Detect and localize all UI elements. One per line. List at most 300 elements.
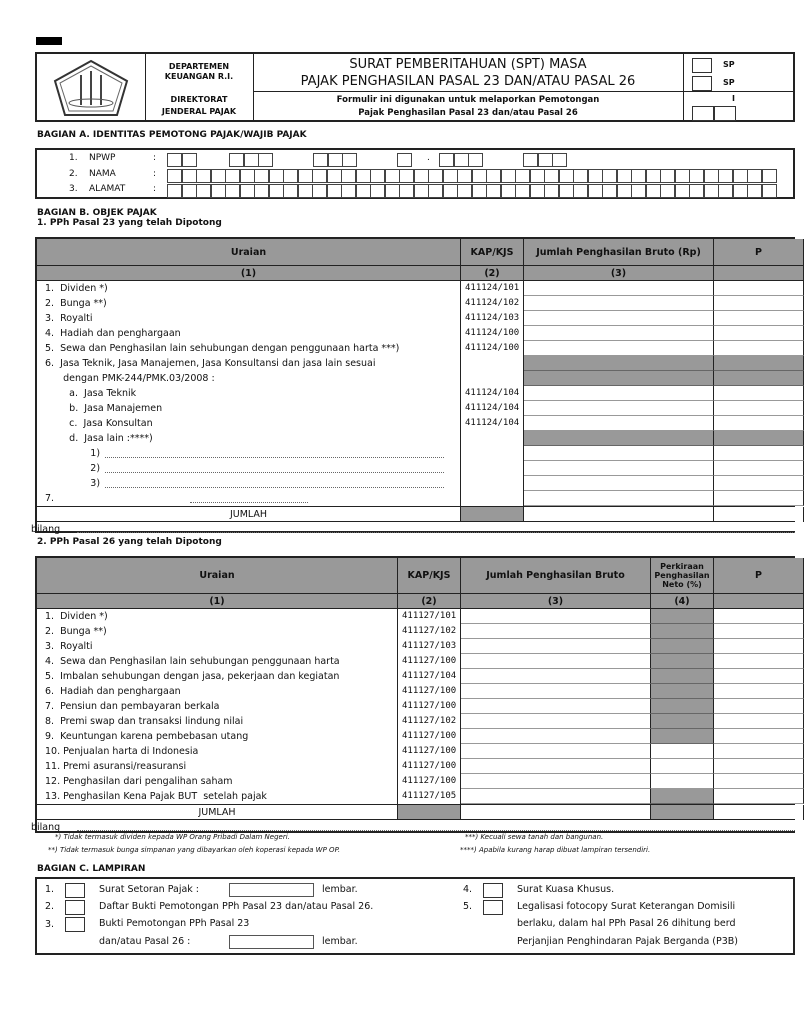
name-char-box[interactable]	[718, 169, 733, 183]
name-char-box[interactable]	[283, 169, 298, 183]
row-description: 4. Sewa dan Penghasilan lain sehubungan penggunaan harta	[37, 654, 398, 669]
att-3-label-2: dan/atau Pasal 26 :	[99, 936, 191, 947]
amount-input[interactable]	[714, 759, 804, 774]
row-description: 5. Sewa dan Penghasilan lain sehubungan dengan penggunaan harta ***)	[37, 341, 461, 356]
table-row	[37, 624, 795, 639]
att-5-label-2: berlaku, dalam hal PPh Pasal 26 dihitung berd	[517, 918, 736, 929]
name-char-box[interactable]	[269, 169, 284, 183]
disabled-cell	[651, 609, 714, 624]
address-char-box[interactable]	[283, 184, 298, 198]
table-row	[37, 416, 795, 431]
npwp-digit-box[interactable]	[328, 153, 343, 167]
column-number	[714, 594, 804, 609]
address-char-box[interactable]	[298, 184, 313, 198]
address-char-box[interactable]	[327, 184, 342, 198]
table-row	[37, 356, 795, 371]
amount-input[interactable]	[524, 446, 714, 461]
address-char-box[interactable]	[457, 184, 472, 198]
address-char-box[interactable]	[689, 184, 704, 198]
disabled-cell	[651, 684, 714, 699]
amount-input[interactable]	[714, 789, 804, 804]
address-char-box[interactable]	[544, 184, 559, 198]
amount-input[interactable]	[461, 609, 651, 624]
table-row	[37, 491, 795, 506]
npwp-digit-box[interactable]	[397, 153, 412, 167]
column-header: P	[714, 558, 804, 594]
disabled-cell	[651, 729, 714, 744]
att-3-no: 3.	[45, 919, 55, 930]
section-a-title: BAGIAN A. IDENTITAS PEMOTONG PAJAK/WAJIB PAJAK	[37, 130, 307, 140]
kap-code: 411127/102	[398, 714, 461, 729]
form-header	[35, 52, 795, 122]
address-char-box[interactable]	[515, 184, 530, 198]
field-label: ALAMAT	[89, 184, 126, 194]
kap-code: 411124/104	[461, 401, 524, 416]
table-row	[37, 371, 795, 386]
att-2-label: Daftar Bukti Pemotongan PPh Pasal 23 dan/atau Pasal 26.	[99, 901, 374, 912]
dept-line2: KEUANGAN R.I.	[164, 72, 234, 81]
kap-code: 411127/103	[398, 639, 461, 654]
address-char-box[interactable]	[428, 184, 443, 198]
footnote-2: **) Tidak termasuk bunga simpanan yang dibayarkan oleh koperasi kepada WP OP.	[48, 846, 341, 854]
amount-input[interactable]	[461, 624, 651, 639]
table-row	[37, 401, 795, 416]
amount-input[interactable]	[461, 654, 651, 669]
table-row	[37, 609, 795, 624]
address-char-box[interactable]	[718, 184, 733, 198]
total-label: JUMLAH	[37, 805, 398, 820]
name-char-box[interactable]	[443, 169, 458, 183]
att-4-label: Surat Kuasa Khusus.	[517, 884, 615, 895]
amount-in-words-row	[31, 521, 795, 537]
name-char-box[interactable]	[240, 169, 255, 183]
dir-line1: DIREKTORAT	[170, 95, 228, 104]
address-char-box[interactable]	[240, 184, 255, 198]
amount-input[interactable]	[714, 386, 804, 401]
amount-input[interactable]	[714, 699, 804, 714]
kap-code: 411124/103	[461, 311, 524, 326]
address-char-box[interactable]	[225, 184, 240, 198]
fill-in-line[interactable]	[105, 487, 444, 488]
name-char-box[interactable]	[298, 169, 313, 183]
amount-input[interactable]	[524, 281, 714, 296]
npwp-digit-box[interactable]	[468, 153, 483, 167]
column-header: KAP/KJS	[461, 239, 524, 266]
address-char-box[interactable]	[182, 184, 197, 198]
name-char-box[interactable]	[530, 169, 545, 183]
amount-input[interactable]	[714, 326, 804, 341]
kap-code	[461, 356, 524, 371]
amount-input[interactable]	[524, 491, 714, 506]
kap-code: 411127/100	[398, 759, 461, 774]
npwp-digit-box[interactable]	[538, 153, 553, 167]
column-header: Jumlah Penghasilan Bruto	[461, 558, 651, 594]
row-description: 5. Imbalan sehubungan dengan jasa, pekerjaan dan kegiatan	[37, 669, 398, 684]
period-label: I	[732, 94, 735, 103]
npwp-digit-box[interactable]	[342, 153, 357, 167]
kap-code: 411127/100	[398, 744, 461, 759]
att-1-count-input[interactable]	[229, 883, 314, 897]
amount-input[interactable]	[461, 774, 651, 789]
spt-checkbox-1[interactable]	[692, 58, 712, 73]
amount-in-words-input[interactable]	[77, 532, 795, 533]
table-row	[37, 326, 795, 341]
address-char-box[interactable]	[573, 184, 588, 198]
att-2-checkbox[interactable]	[65, 900, 85, 915]
column-number: (3)	[524, 266, 714, 281]
table-row	[37, 789, 795, 804]
kap-code	[461, 371, 524, 386]
amount-input[interactable]	[461, 759, 651, 774]
amount-input[interactable]	[524, 341, 714, 356]
field-colon: :	[153, 153, 157, 163]
name-char-box[interactable]	[675, 169, 690, 183]
row-description: 1. Dividen *)	[37, 281, 461, 296]
npwp-digit-box[interactable]	[454, 153, 469, 167]
amount-input[interactable]	[714, 729, 804, 744]
amount-input[interactable]	[714, 774, 804, 789]
att-3-unit: lembar.	[322, 936, 358, 947]
name-char-box[interactable]	[646, 169, 661, 183]
address-char-box[interactable]	[675, 184, 690, 198]
kap-code: 411127/104	[398, 669, 461, 684]
address-char-box[interactable]	[588, 184, 603, 198]
kap-code: 411127/101	[398, 609, 461, 624]
amount-input[interactable]	[461, 744, 651, 759]
name-char-box[interactable]	[515, 169, 530, 183]
name-char-box[interactable]	[704, 169, 719, 183]
amount-input[interactable]	[714, 684, 804, 699]
name-char-box[interactable]	[486, 169, 501, 183]
amount-input[interactable]	[524, 476, 714, 491]
kap-code: 411127/102	[398, 624, 461, 639]
amount-input[interactable]	[714, 654, 804, 669]
disabled-cell	[714, 356, 804, 371]
section-c-title: BAGIAN C. LAMPIRAN	[37, 864, 146, 874]
disabled-cell	[524, 371, 714, 386]
amount-input[interactable]	[714, 341, 804, 356]
column-number: (1)	[37, 266, 461, 281]
npwp-digit-box[interactable]	[182, 153, 197, 167]
name-char-box[interactable]	[747, 169, 762, 183]
address-char-box[interactable]	[167, 184, 182, 198]
total-amount-input[interactable]	[524, 507, 714, 522]
address-char-box[interactable]	[472, 184, 487, 198]
column-number: (1)	[37, 594, 398, 609]
footnote-4: ****) Apabila kurang harap dibuat lampiran tersendiri.	[460, 846, 651, 854]
amount-input[interactable]	[714, 296, 804, 311]
row-description: 4. Hadiah dan penghargaan	[37, 326, 461, 341]
att-4-checkbox[interactable]	[483, 883, 503, 898]
disabled-cell	[651, 699, 714, 714]
row-description: 2. Bunga **)	[37, 624, 398, 639]
amount-input[interactable]	[714, 669, 804, 684]
name-char-box[interactable]	[762, 169, 777, 183]
row-description: 6. Jasa Teknik, Jasa Manajemen, Jasa Konsultansi dan jasa lain sesuai	[37, 356, 461, 371]
table-row	[37, 446, 795, 461]
name-char-box[interactable]	[660, 169, 675, 183]
npwp-digit-box[interactable]	[244, 153, 259, 167]
name-char-box[interactable]	[733, 169, 748, 183]
address-char-box[interactable]	[254, 184, 269, 198]
att-1-checkbox[interactable]	[65, 883, 85, 898]
amount-input[interactable]	[714, 281, 804, 296]
npwp-digit-box[interactable]	[439, 153, 454, 167]
table-row	[37, 281, 795, 296]
column-number: (4)	[651, 594, 714, 609]
npwp-digit-box[interactable]	[229, 153, 244, 167]
kap-code: 411124/104	[461, 416, 524, 431]
column-header: P	[714, 239, 804, 266]
name-char-box[interactable]	[254, 169, 269, 183]
row-description: 9. Keuntungan karena pembebasan utang	[37, 729, 398, 744]
total-amount-input[interactable]	[714, 805, 804, 820]
name-char-box[interactable]	[211, 169, 226, 183]
amount-input[interactable]	[461, 639, 651, 654]
row-description: 3)	[37, 476, 461, 491]
kap-code: 411127/100	[398, 729, 461, 744]
amount-input[interactable]	[461, 729, 651, 744]
att-1-no: 1.	[45, 884, 55, 895]
field-number: 1.	[69, 153, 78, 163]
table-row	[37, 729, 795, 744]
row-description: 2)	[37, 461, 461, 476]
black-marker	[36, 37, 62, 45]
name-char-box[interactable]	[225, 169, 240, 183]
table-row	[37, 714, 795, 729]
address-char-box[interactable]	[660, 184, 675, 198]
address-char-box[interactable]	[312, 184, 327, 198]
disabled-cell	[651, 639, 714, 654]
form-title: SURAT PEMBERITAHUAN (SPT) MASA	[349, 57, 587, 72]
row-description: a. Jasa Teknik	[37, 386, 461, 401]
amount-input[interactable]	[714, 461, 804, 476]
name-char-box[interactable]	[414, 169, 429, 183]
att-1-label: Surat Setoran Pajak :	[99, 884, 200, 895]
row-description: 11. Premi asuransi/reasuransi	[37, 759, 398, 774]
table-row	[37, 669, 795, 684]
amount-input[interactable]	[524, 311, 714, 326]
att-5-label-3: Perjanjian Penghindaran Pajak Berganda (P3B)	[517, 936, 739, 947]
name-char-box[interactable]	[602, 169, 617, 183]
identity-box	[35, 148, 795, 199]
column-header: KAP/KJS	[398, 558, 461, 594]
spt-checkbox-2[interactable]	[692, 76, 712, 91]
fill-in-line[interactable]	[105, 457, 444, 458]
amount-input[interactable]	[461, 789, 651, 804]
name-char-box[interactable]	[617, 169, 632, 183]
amount-input[interactable]	[461, 714, 651, 729]
npwp-digit-box[interactable]	[167, 153, 182, 167]
disabled-cell	[651, 714, 714, 729]
form-subtitle: Formulir ini digunakan untuk melaporkan Pemotongan	[336, 95, 600, 105]
column-number: (2)	[461, 266, 524, 281]
address-char-box[interactable]	[341, 184, 356, 198]
address-char-box[interactable]	[211, 184, 226, 198]
npwp-digit-box[interactable]	[552, 153, 567, 167]
address-char-box[interactable]	[762, 184, 777, 198]
amount-input[interactable]	[651, 744, 714, 759]
address-char-box[interactable]	[704, 184, 719, 198]
pph23-table	[31, 237, 795, 535]
amount-input[interactable]	[461, 684, 651, 699]
npwp-digit-box[interactable]	[523, 153, 538, 167]
address-char-box[interactable]	[370, 184, 385, 198]
att-5-checkbox[interactable]	[483, 900, 503, 915]
dir-line2: JENDERAL PAJAK	[161, 107, 237, 116]
form-subtitle-2: Pajak Penghasilan Pasal 23 dan/atau Pasal 26	[358, 108, 578, 118]
att-3-checkbox[interactable]	[65, 917, 85, 932]
amount-input[interactable]	[714, 744, 804, 759]
address-char-box[interactable]	[646, 184, 661, 198]
name-char-box[interactable]	[588, 169, 603, 183]
att-4-no: 4.	[463, 884, 473, 895]
address-char-box[interactable]	[631, 184, 646, 198]
row-description: dengan PMK-244/PMK.03/2008 :	[37, 371, 461, 386]
section-b-title: BAGIAN B. OBJEK PAJAK	[37, 208, 157, 218]
words-label: bilang	[31, 524, 61, 535]
address-char-box[interactable]	[733, 184, 748, 198]
address-char-box[interactable]	[443, 184, 458, 198]
total-amount-input[interactable]	[461, 805, 651, 820]
name-char-box[interactable]	[544, 169, 559, 183]
address-char-box[interactable]	[486, 184, 501, 198]
row-description: 13. Penghasilan Kena Pajak BUT setelah pajak	[37, 789, 398, 804]
amount-input[interactable]	[524, 401, 714, 416]
address-char-box[interactable]	[196, 184, 211, 198]
row-description: 6. Hadiah dan penghargaan	[37, 684, 398, 699]
footnote-1: *) Tidak termasuk dividen kepada WP Orang Pribadi Dalam Negeri.	[55, 833, 290, 841]
name-char-box[interactable]	[428, 169, 443, 183]
pph26-table	[31, 556, 795, 833]
kap-code: 411124/100	[461, 341, 524, 356]
kap-code: 411127/100	[398, 654, 461, 669]
address-char-box[interactable]	[501, 184, 516, 198]
address-char-box[interactable]	[747, 184, 762, 198]
name-char-box[interactable]	[196, 169, 211, 183]
table-row	[37, 311, 795, 326]
row-description: 2. Bunga **)	[37, 296, 461, 311]
column-header: Uraian	[37, 239, 461, 266]
fill-in-line[interactable]	[190, 502, 309, 503]
att-3-label: Bukti Pemotongan PPh Pasal 23	[99, 918, 250, 929]
name-char-box[interactable]	[356, 169, 371, 183]
address-char-box[interactable]	[559, 184, 574, 198]
address-char-box[interactable]	[414, 184, 429, 198]
amount-input[interactable]	[524, 296, 714, 311]
field-number: 3.	[69, 184, 78, 194]
row-description: c. Jasa Konsultan	[37, 416, 461, 431]
amount-input[interactable]	[714, 714, 804, 729]
table-row	[37, 774, 795, 789]
fill-in-line[interactable]	[105, 472, 444, 473]
kap-code: 411127/105	[398, 789, 461, 804]
name-char-box[interactable]	[370, 169, 385, 183]
table-row	[37, 431, 795, 446]
npwp-digit-box[interactable]	[313, 153, 328, 167]
table-row	[37, 476, 795, 491]
ministry-logo-icon	[51, 59, 131, 117]
amount-input[interactable]	[714, 624, 804, 639]
address-char-box[interactable]	[617, 184, 632, 198]
name-char-box[interactable]	[501, 169, 516, 183]
total-amount-input[interactable]	[714, 507, 804, 522]
table-row	[37, 654, 795, 669]
att-3-count-input[interactable]	[229, 935, 314, 949]
period-box-1[interactable]	[692, 106, 714, 121]
name-char-box[interactable]	[573, 169, 588, 183]
table-row	[37, 759, 795, 774]
field-label: NPWP	[89, 153, 116, 163]
row-description: 7. Pensiun dan pembayaran berkala	[37, 699, 398, 714]
name-char-box[interactable]	[182, 169, 197, 183]
disabled-cell	[714, 431, 804, 446]
amount-input[interactable]	[524, 386, 714, 401]
spt-label-2: SP	[723, 78, 735, 87]
period-box-2[interactable]	[714, 106, 736, 121]
name-char-box[interactable]	[399, 169, 414, 183]
row-description: 10. Penjualan harta di Indonesia	[37, 744, 398, 759]
address-char-box[interactable]	[385, 184, 400, 198]
address-char-box[interactable]	[399, 184, 414, 198]
name-char-box[interactable]	[689, 169, 704, 183]
disabled-cell	[651, 805, 714, 820]
name-char-box[interactable]	[631, 169, 646, 183]
total-row	[37, 506, 795, 522]
amount-input[interactable]	[651, 759, 714, 774]
amount-input[interactable]	[714, 446, 804, 461]
amount-input[interactable]	[524, 326, 714, 341]
amount-input[interactable]	[651, 774, 714, 789]
pph26-title: 2. PPh Pasal 26 yang telah Dipotong	[37, 537, 222, 547]
amount-input[interactable]	[714, 401, 804, 416]
name-char-box[interactable]	[341, 169, 356, 183]
amount-input[interactable]	[714, 639, 804, 654]
table-row	[37, 684, 795, 699]
att-5-no: 5.	[463, 901, 473, 912]
kap-code: 411124/101	[461, 281, 524, 296]
amount-input[interactable]	[461, 669, 651, 684]
address-char-box[interactable]	[602, 184, 617, 198]
amount-input[interactable]	[714, 416, 804, 431]
attachments-box	[35, 877, 795, 955]
amount-input[interactable]	[524, 416, 714, 431]
name-char-box[interactable]	[167, 169, 182, 183]
table-row	[37, 461, 795, 476]
name-char-box[interactable]	[472, 169, 487, 183]
address-char-box[interactable]	[530, 184, 545, 198]
address-char-box[interactable]	[269, 184, 284, 198]
name-char-box[interactable]	[312, 169, 327, 183]
amount-input[interactable]	[714, 311, 804, 326]
amount-input[interactable]	[714, 609, 804, 624]
name-char-box[interactable]	[559, 169, 574, 183]
amount-input[interactable]	[524, 461, 714, 476]
amount-input[interactable]	[714, 491, 804, 506]
amount-input[interactable]	[461, 699, 651, 714]
npwp-digit-box[interactable]	[258, 153, 273, 167]
form-title-2: PAJAK PENGHASILAN PASAL 23 DAN/ATAU PASAL 26	[300, 74, 636, 89]
amount-input[interactable]	[714, 476, 804, 491]
name-char-box[interactable]	[457, 169, 472, 183]
address-char-box[interactable]	[356, 184, 371, 198]
row-description: b. Jasa Manajemen	[37, 401, 461, 416]
footnote-3: ***) Kecuali sewa tanah dan bangunan.	[465, 833, 604, 841]
name-char-box[interactable]	[327, 169, 342, 183]
kap-code	[461, 476, 524, 491]
name-char-box[interactable]	[385, 169, 400, 183]
amount-in-words-input[interactable]	[77, 830, 795, 831]
